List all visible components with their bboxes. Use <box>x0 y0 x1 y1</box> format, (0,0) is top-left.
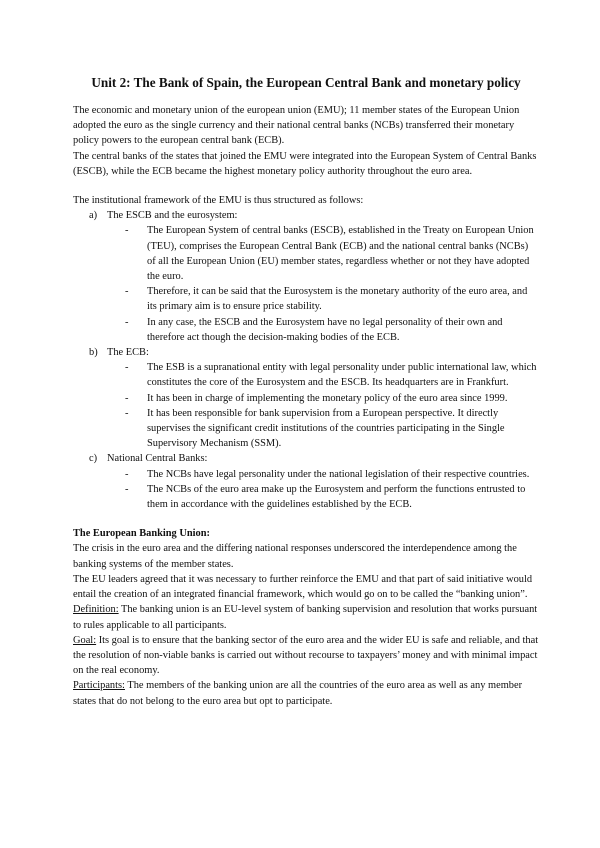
goal-text: Its goal is to ensure that the banking sector of the euro area and the wider EU is safe and reliable, and that the resolution of non-viable banks is carried out without recourse to taxpayers’ money and with minimal impact on the real economy. <box>73 634 539 677</box>
list-item-text: It has been responsible for bank supervision from a European perspective. It directly supervises the significant credit institutions of the countries participating in the Single Supervisory Mechanism (SSM). <box>147 407 505 450</box>
definition-term: Definition: <box>73 604 119 616</box>
list-item <box>125 391 539 406</box>
list-item-text: The NCBs of the euro area make up the Eurosystem and perform the functions entrusted to them in accordance with the guidelines established by the ECB. <box>147 483 526 511</box>
section-heading: National Central Banks: <box>107 453 208 465</box>
section-label: c) <box>89 453 98 465</box>
intro-paragraph-2: The central banks of the states that joined the EMU were integrated into the European System of Central Banks (ESCB), while the ECB became the highest monetary policy authority throughout the euro area. <box>73 150 537 177</box>
list-item <box>125 360 539 390</box>
page-title: Unit 2: The Bank of Spain, the European Central Bank and monetary policy <box>91 75 521 90</box>
list-item <box>125 223 539 284</box>
paragraph-gap <box>73 179 539 193</box>
section-label: b) <box>89 347 98 359</box>
list-item-text: The European System of central banks (ESCB), established in the Treaty on European Union (TEU), comprises the European Central Bank (ECB) and the national central banks (NCBs) of all the European Union (EU) member states, regardless whether or not they have adopted the euro. <box>147 225 534 283</box>
list-item-text: The ESB is a supranational entity with legal personality under public international law, which constitutes the core of the Eurosystem and the ESCB. Its headquarters are in Frankfurt. <box>147 362 537 389</box>
list-item-text: The NCBs have legal personality under the national legislation of their respective countries. <box>147 468 530 480</box>
document-body <box>73 103 539 709</box>
framework-section-c <box>89 451 539 466</box>
framework-section-b <box>89 345 539 360</box>
definition-text: The banking union is an EU-level system of banking supervision and resolution that works pursuant to rules applicable to all participants. <box>73 604 538 631</box>
participants-paragraph <box>73 678 539 708</box>
paragraph-gap <box>73 512 539 526</box>
participants-text: The members of the banking union are all the countries of the euro area as well as any member states that do not belong to the euro area but opt to participate. <box>73 680 523 707</box>
list-item-text: Therefore, it can be said that the Eurosystem is the monetary authority of the euro area, and its primary aim is to ensure price stability. <box>147 286 528 313</box>
list-item <box>125 406 539 452</box>
banking-union-paragraph-1: The crisis in the euro area and the differing national responses underscored the interdependence among the banking systems of the member states. <box>73 543 517 570</box>
intro-paragraph-1: The economic and monetary union of the european union (EMU); 11 member states of the European Union adopted the euro as the single currency and their national central banks (NCBs) transferred their monetary policy powers to the european central bank (ECB). <box>73 105 520 147</box>
section-label: a) <box>89 210 98 222</box>
dash-bullet: - <box>125 407 129 419</box>
dash-bullet: - <box>125 316 129 328</box>
dash-bullet: - <box>125 286 129 298</box>
framework-lead: The institutional framework of the EMU is thus structured as follows: <box>73 195 364 207</box>
banking-union-heading: The European Banking Union: <box>73 528 210 540</box>
dash-bullet: - <box>125 362 129 374</box>
participants-term: Participants: <box>73 680 125 692</box>
dash-bullet: - <box>125 483 129 495</box>
dash-bullet: - <box>125 392 129 404</box>
section-heading: The ECB: <box>107 347 149 359</box>
section-heading: The ESCB and the eurosystem: <box>107 210 238 222</box>
banking-union-paragraph-2: The EU leaders agreed that it was necessary to further reinforce the EMU and that part of said initiative would entail the creation of an integrated financial framework, which would go on to be called the “banking union”. <box>73 573 533 601</box>
goal-paragraph <box>73 633 539 679</box>
list-item <box>125 315 539 345</box>
framework-section-a <box>89 208 539 223</box>
goal-term: Goal: <box>73 634 97 646</box>
dash-bullet: - <box>125 468 129 480</box>
list-item-text: In any case, the ESCB and the Eurosystem have no legal personality of their own and therefore act though the decision-making bodies of the ECB. <box>147 316 503 343</box>
list-item <box>125 284 539 314</box>
list-item <box>125 467 539 482</box>
dash-bullet: - <box>125 225 129 237</box>
definition-paragraph <box>73 602 539 632</box>
list-item <box>125 482 539 512</box>
list-item-text: It has been in charge of implementing the monetary policy of the euro area since 1999. <box>147 392 508 404</box>
